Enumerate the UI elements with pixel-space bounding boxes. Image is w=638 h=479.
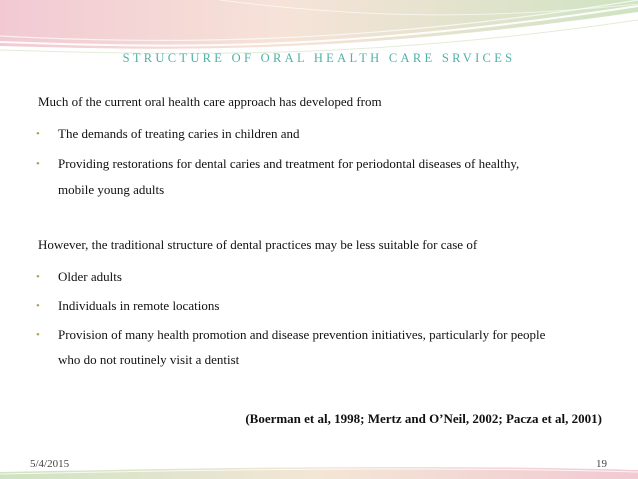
list-item: The demands of treating caries in children and [58,126,300,141]
list-item: Provision of many health promotion and disease prevention initiatives, particularly for people [58,327,546,342]
citation: (Boerman et al, 1998; Mertz and O’Neil, 2002; Pacza et al, 2001) [245,411,602,426]
list-item: Providing restorations for dental caries and treatment for periodontal diseases of healthy, [58,156,520,171]
list-item-continuation: mobile young adults [58,182,165,197]
page-number: 19 [596,458,607,470]
however-text: However, the traditional structure of dental practices may be less suitable for case of [38,237,478,252]
footer-date: 5/4/2015 [30,458,70,470]
slide-title: STRUCTURE OF ORAL HEALTH CARE SRVICES [122,51,516,65]
list-item: Older adults [58,269,122,284]
bullet-icon: • [36,300,40,312]
list-item: Individuals in remote locations [58,298,220,313]
bullet-icon: • [36,158,40,170]
footer-decoration [0,452,638,479]
bullet-icon: • [36,128,40,140]
list-item-continuation: who do not routinely visit a dentist [58,352,240,367]
bullet-icon: • [36,329,40,341]
intro-text: Much of the current oral health care approach has developed from [38,94,382,109]
bullet-icon: • [36,271,40,283]
